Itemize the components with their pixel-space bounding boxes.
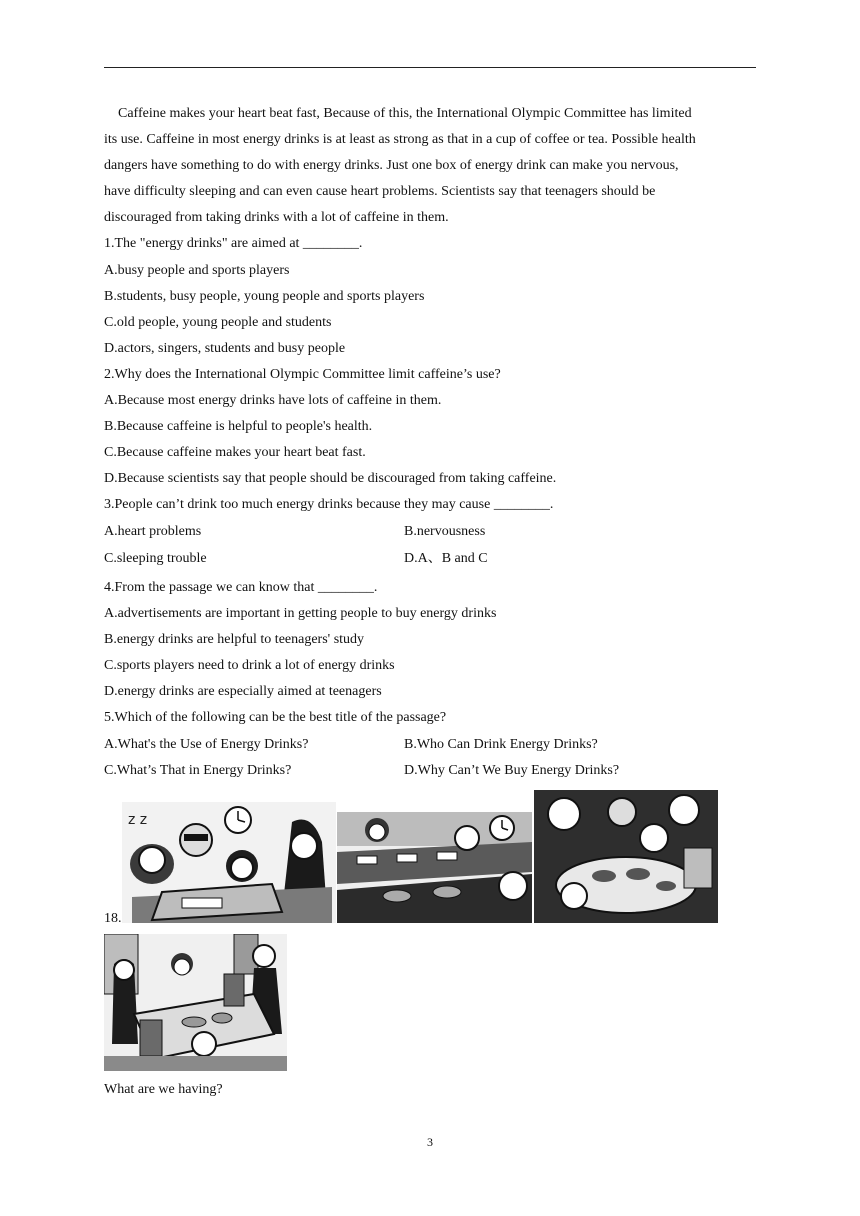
passage-line: its use. Caffeine in most energy drinks is at least as strong as that in a cup of coffee or tea. Possible health <box>104 132 696 147</box>
cartoon-party-icon <box>534 790 718 923</box>
q1-option-c: C.old people, young people and students <box>104 315 332 330</box>
cartoon-classroom-icon <box>122 802 336 923</box>
question-2: 2.Why does the International Olympic Committee limit caffeine’s use? <box>104 367 501 382</box>
page-number: 3 <box>427 1135 433 1149</box>
question-1: 1.The "energy drinks" are aimed at ________. <box>104 236 363 251</box>
q2-option-a: A.Because most energy drinks have lots of caffeine in them. <box>104 393 442 408</box>
question-3: 3.People can’t drink too much energy drinks because they may cause ________. <box>104 497 554 512</box>
question-5: 5.Which of the following can be the best title of the passage? <box>104 710 447 725</box>
passage-line: Caffeine makes your heart beat fast, Because of this, the International Olympic Committee has limited <box>118 106 692 121</box>
q5-option-c: C.What’s That in Energy Drinks? <box>104 763 292 778</box>
q4-option-a: A.advertisements are important in getting people to buy energy drinks <box>104 606 497 621</box>
q1-option-d: D.actors, singers, students and busy people <box>104 341 346 356</box>
svg-text:z z: z z <box>128 812 148 828</box>
question-18-number: 18. <box>104 911 122 926</box>
header-rule <box>104 67 756 68</box>
q5-option-a: A.What's the Use of Energy Drinks? <box>104 737 309 752</box>
q3-option-d: D.A、B and C <box>404 551 488 566</box>
passage-line: have difficulty sleeping and can even cause heart problems. Scientists say that teenagers should be <box>104 184 656 199</box>
q3-option-a: A.heart problems <box>104 524 202 539</box>
q1-option-a: A.busy people and sports players <box>104 263 290 278</box>
cartoon-dining-room-icon <box>104 934 287 1071</box>
q2-option-c: C.Because caffeine makes your heart beat fast. <box>104 445 366 460</box>
q3-option-b: B.nervousness <box>404 524 486 539</box>
q4-option-d: D.energy drinks are especially aimed at teenagers <box>104 684 382 699</box>
cartoon-cafeteria-icon <box>337 812 532 923</box>
question-4: 4.From the passage we can know that ________. <box>104 580 378 595</box>
q3-option-c: C.sleeping trouble <box>104 551 207 566</box>
q4-option-c: C.sports players need to drink a lot of energy drinks <box>104 658 395 673</box>
question-18-caption: What are we having? <box>104 1082 223 1097</box>
q2-option-d: D.Because scientists say that people should be discouraged from taking caffeine. <box>104 471 557 486</box>
passage-line: discouraged from taking drinks with a lot of caffeine in them. <box>104 210 449 225</box>
q4-option-b: B.energy drinks are helpful to teenagers' study <box>104 632 365 647</box>
q5-option-d: D.Why Can’t We Buy Energy Drinks? <box>404 763 620 778</box>
q1-option-b: B.students, busy people, young people and sports players <box>104 289 425 304</box>
passage-line: dangers have something to do with energy drinks. Just one box of energy drink can make you nervous, <box>104 158 679 173</box>
q5-option-b: B.Who Can Drink Energy Drinks? <box>404 737 598 752</box>
q2-option-b: B.Because caffeine is helpful to people's health. <box>104 419 373 434</box>
